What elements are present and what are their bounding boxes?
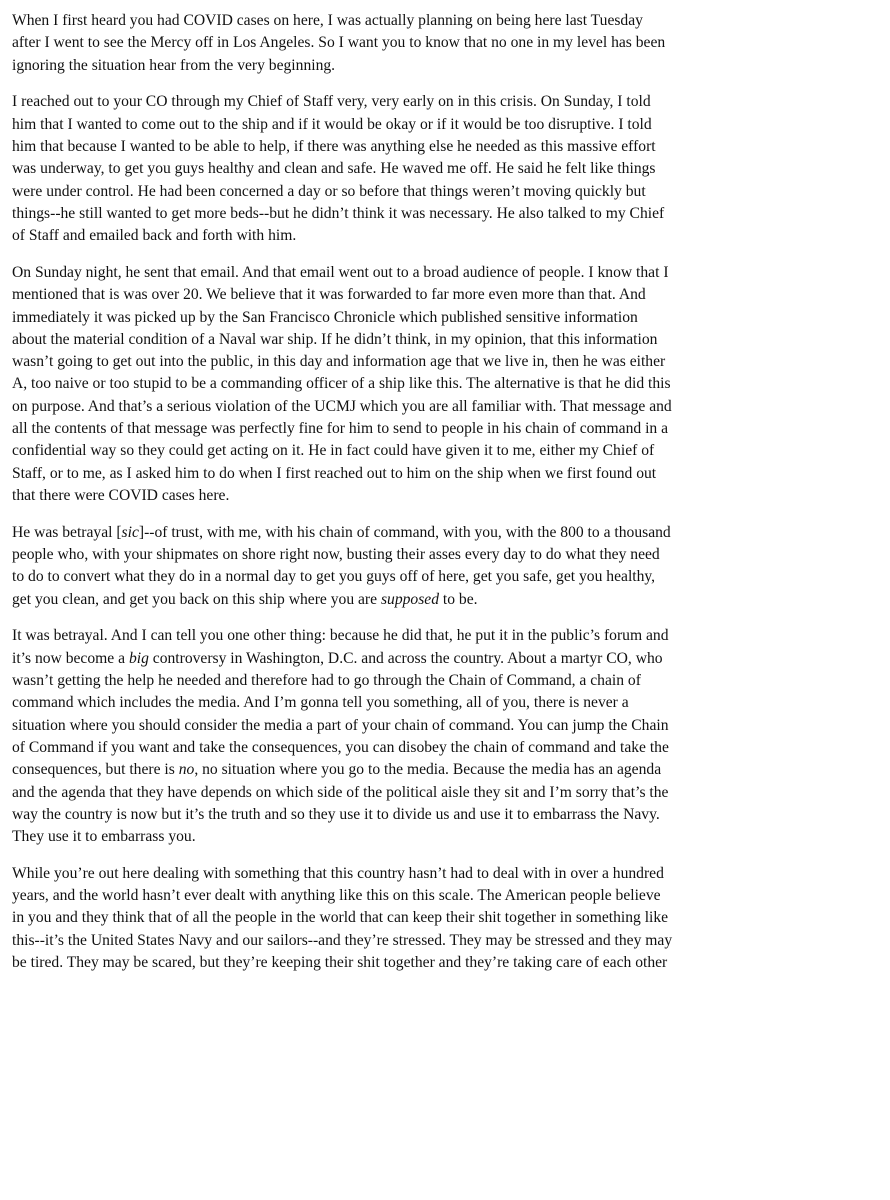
text-line: immediately it was picked up by the San Francisco Chronicle which published sensitive information bbox=[12, 308, 638, 326]
text-line: things--he still wanted to get more beds--but he didn’t think it was necessary. He also talked to my Chief bbox=[12, 204, 665, 222]
text-line: wasn’t going to get out into the public, in this day and information age that we live in, then he was either bbox=[12, 353, 666, 371]
text-line: They use it to embarrass you. bbox=[12, 828, 196, 846]
paragraph-1 bbox=[12, 10, 880, 77]
document-page bbox=[12, 0, 880, 1200]
text-line: When I first heard you had COVID cases on here, I was actually planning on being here last Tuesday bbox=[12, 12, 643, 29]
text-line: He was betrayal [sic]--of trust, with me, with his chain of command, with you, with the 800 to a thousand bbox=[12, 523, 671, 541]
text-line: be tired. They may be scared, but they’re keeping their shit together and they’re taking care of each other bbox=[12, 954, 668, 972]
italic-word: sic bbox=[121, 523, 139, 541]
text-line: of Command if you want and take the consequences, you can disobey the chain of command and take the bbox=[12, 738, 669, 756]
text-line: way the country is now but it’s the truth and so they use it to divide us and use it to embarrass the Navy. bbox=[12, 805, 660, 823]
text-line: Staff, or to me, as I asked him to do when I first reached out to him on the ship when we first found out bbox=[12, 464, 657, 482]
text-line: I reached out to your CO through my Chief of Staff very, very early on in this crisis. On Sunday, I told bbox=[12, 93, 651, 111]
text-line: were under control. He had been concerned a day or so before that things weren’t moving quickly but bbox=[12, 182, 646, 200]
text-line: to do to convert what they do in a normal day to get you guys off of here, get you safe, get you healthy, bbox=[12, 568, 656, 586]
text-line: was underway, to get you guys healthy and clean and safe. He waved me off. He said he felt like things bbox=[12, 160, 656, 178]
text-line: command which includes the media. And I’m gonna tell you something, all of you, there is never a bbox=[12, 694, 629, 712]
text-line: this--it’s the United States Navy and our sailors--and they’re stressed. They may be stressed and they may bbox=[12, 931, 673, 949]
text-line: it’s now become a big controversy in Washington, D.C. and across the country. About a martyr CO, who bbox=[12, 649, 663, 667]
text-line: A, too naive or too stupid to be a commanding officer of a ship like this. The alternative is that he did this bbox=[12, 375, 671, 393]
text-line: on purpose. And that’s a serious violation of the UCMJ which you are all familiar with. That message and bbox=[12, 397, 672, 415]
text-line: that there were COVID cases here. bbox=[12, 486, 230, 504]
paragraph-3 bbox=[12, 262, 880, 507]
text-line: On Sunday night, he sent that email. And that email went out to a broad audience of people. I know that I bbox=[12, 263, 669, 281]
paragraph-6 bbox=[12, 863, 880, 974]
text-line: and the agenda that they have depends on which side of the political aisle they sit and I’m sorry that’s the bbox=[12, 783, 669, 801]
text-line: all the contents of that message was perfectly fine for him to send to people in his chain of command in a bbox=[12, 420, 669, 438]
text-line: While you’re out here dealing with something that this country hasn’t had to deal with in over a hundred bbox=[12, 864, 664, 882]
text-line: people who, with your shipmates on shore right now, busting their asses every day to do what they need bbox=[12, 546, 660, 564]
italic-word: big bbox=[128, 649, 149, 667]
text-line: It was betrayal. And I can tell you one other thing: because he did that, he put it in the public’s forum and bbox=[12, 627, 669, 645]
text-line: in you and they think that of all the people in the world that can keep their shit together in something like bbox=[12, 909, 669, 927]
text-line: wasn’t getting the help he needed and therefore had to go through the Chain of Command, a chain of bbox=[12, 672, 641, 690]
italic-word: supposed bbox=[380, 590, 439, 608]
text-line: years, and the world hasn’t ever dealt with anything like this on this scale. The American people believe bbox=[12, 887, 661, 905]
text-line: consequences, but there is no, no situation where you go to the media. Because the media has an agenda bbox=[12, 761, 662, 779]
text-line: get you clean, and get you back on this ship where you are supposed to be. bbox=[12, 590, 478, 608]
text-line: him that I wanted to come out to the ship and if it would be okay or if it would be too disruptive. I told bbox=[12, 115, 652, 133]
text-line: after I went to see the Mercy off in Los Angeles. So I want you to know that no one in my level has been bbox=[12, 34, 666, 52]
text-line: about the material condition of a Naval war ship. If he didn’t think, in my opinion, that this information bbox=[12, 330, 658, 348]
text-line: confidential way so they could get acting on it. He in fact could have given it to me, either my Chief of bbox=[12, 442, 655, 460]
text-line: of Staff and emailed back and forth with him. bbox=[12, 227, 297, 245]
paragraph-4 bbox=[12, 522, 880, 611]
text-line: him that because I wanted to be able to help, if there was anything else he needed as this massive effort bbox=[12, 137, 656, 155]
paragraph-5 bbox=[12, 625, 880, 848]
text-line: situation where you should consider the media a part of your chain of command. You can jump the Chain bbox=[12, 716, 669, 734]
text-line: ignoring the situation hear from the very beginning. bbox=[12, 56, 336, 74]
paragraph-2 bbox=[12, 91, 880, 247]
italic-word: no bbox=[178, 761, 195, 779]
text-line: mentioned that is was over 20. We believe that it was forwarded to far more even more than that. And bbox=[12, 286, 646, 304]
